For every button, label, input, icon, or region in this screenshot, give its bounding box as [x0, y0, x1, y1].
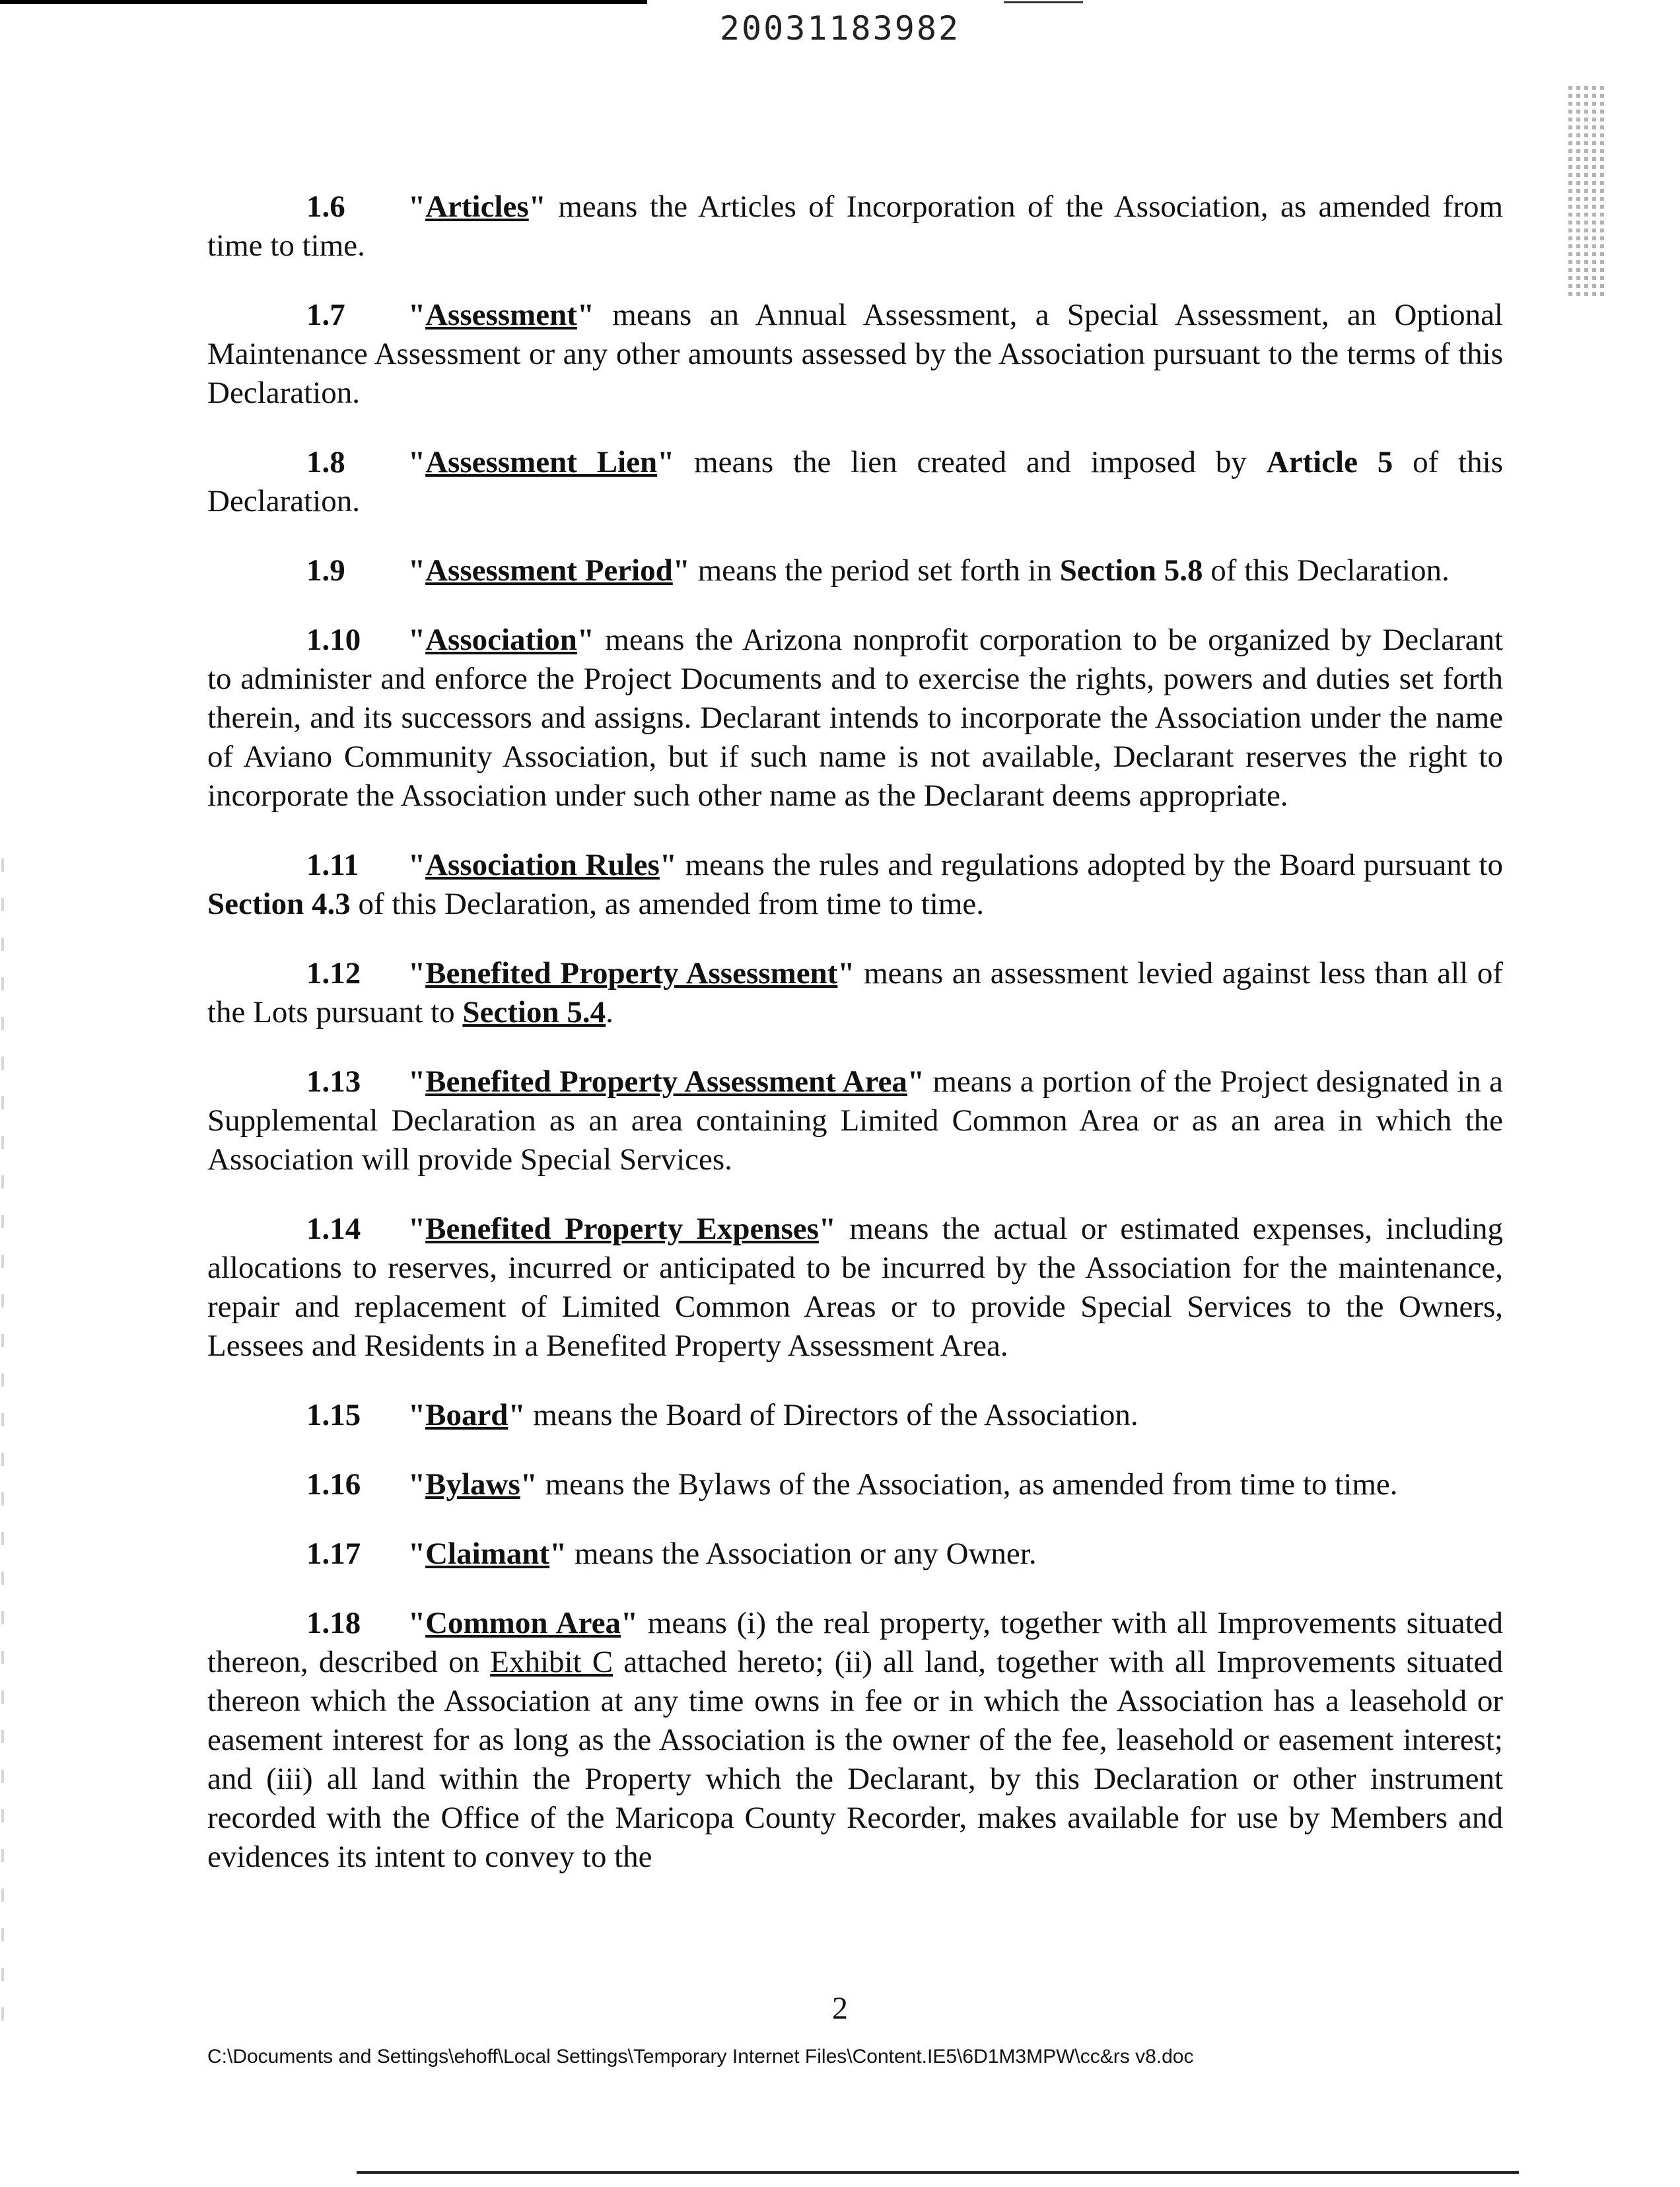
defined-term: "Board" [408, 1398, 526, 1432]
definition-text: of this Declaration. [1203, 553, 1450, 588]
defined-term: "Assessment Lien" [408, 445, 675, 479]
section-number: 1.16 [306, 1467, 361, 1502]
scan-bottom-rule [357, 2171, 1519, 2174]
definition-text: means the Arizona nonprofit corporation to be organized by Declarant to administer and enforce the Project Documents and to exercise the rights, powers and duties set forth therein, and its successors and assigns. Declarant intends to incorporate the Association under the name of Aviano Community Association, but if such name is not available, Declarant reserves the right to incorporate the Association under such other name as the Declarant deems appropriate. [207, 623, 1503, 813]
section-number: 1.10 [306, 623, 361, 657]
definition-1-12 [207, 954, 1503, 1032]
scan-top-rule-fragment [1004, 1, 1083, 3]
defined-term: "Benefited Property Assessment Area" [408, 1064, 925, 1099]
definition-1-8 [207, 443, 1503, 521]
section-number: 1.13 [306, 1064, 361, 1099]
defined-term: "Assessment" [408, 298, 594, 332]
definition-text: means the Bylaws of the Association, as amended from time to time. [537, 1467, 1398, 1502]
definition-text: means a portion of the Project designated in a Supplemental Declaration as an area containing Limited Common Area or as an area in which the Association will provide Special Services. [207, 1064, 1503, 1177]
document-body [207, 188, 1503, 1907]
footer-file-path: C:\Documents and Settings\ehoff\Local Settings\Temporary Internet Files\Content.IE5\6D1M3MPW\cc&rs v8.doc [207, 2046, 1194, 2067]
recording-number: 20031183982 [719, 9, 961, 48]
definition-text: means the Association or any Owner. [567, 1537, 1037, 1571]
definition-text: means the rules and regulations adopted by the Board pursuant to [676, 848, 1503, 882]
definition-1-9 [207, 551, 1503, 590]
section-reference: Section 5.4 [462, 995, 606, 1029]
article-reference: Article 5 [1266, 445, 1393, 479]
exhibit-reference: Exhibit C [490, 1645, 613, 1679]
section-reference: Section 5.8 [1059, 553, 1203, 588]
definition-text: means the Board of Directors of the Association. [525, 1398, 1138, 1432]
definition-1-14 [207, 1210, 1503, 1366]
definition-text: of this Declaration, as amended from time to time. [350, 887, 985, 921]
definition-1-13 [207, 1062, 1503, 1179]
defined-term: "Association" [408, 623, 594, 657]
definition-1-7 [207, 296, 1503, 413]
definition-1-16 [207, 1465, 1503, 1504]
scan-top-rule [0, 0, 647, 4]
definition-text: means the period set forth in [689, 553, 1060, 588]
defined-term: "Claimant" [408, 1537, 567, 1571]
definition-text: means an assessment levied against less than all of the Lots pursuant to [207, 956, 1503, 1029]
section-number: 1.7 [306, 298, 345, 332]
definition-text: means (i) the real property, together with all Improvements situated thereon, described on [207, 1606, 1503, 1679]
definition-1-15 [207, 1396, 1503, 1435]
definition-text: means the actual or estimated expenses, including allocations to reserves, incurred or anticipated to be incurred by the Association for the maintenance, repair and replacement of Limited Common Areas or to provide Special Services to the Owners, Lessees and Residents in a Benefited Property Assessment Area. [207, 1212, 1503, 1363]
definition-1-18 [207, 1604, 1503, 1877]
defined-term: "Articles" [408, 190, 546, 224]
definition-text: means the Articles of Incorporation of the Association, as amended from time to time. [207, 190, 1503, 263]
definition-text: means an Annual Assessment, a Special Assessment, an Optional Maintenance Assessment or any other amounts assessed by the Association pursuant to the terms of this Declaration. [207, 298, 1503, 410]
definition-1-11 [207, 846, 1503, 924]
section-number: 1.9 [306, 553, 345, 588]
section-number: 1.18 [306, 1606, 361, 1640]
defined-term: "Assessment Period" [408, 553, 690, 588]
defined-term: "Common Area" [408, 1606, 639, 1640]
definition-1-6 [207, 188, 1503, 265]
page-number: 2 [832, 1991, 848, 2026]
scan-edge-marks [1, 858, 4, 2047]
section-number: 1.17 [306, 1537, 361, 1571]
defined-term: "Benefited Property Expenses" [408, 1212, 837, 1246]
section-number: 1.12 [306, 956, 361, 990]
definition-text: of this Declaration. [207, 445, 1504, 518]
section-number: 1.15 [306, 1398, 361, 1432]
section-reference: Section 4.3 [207, 887, 351, 921]
definition-text: means the lien created and imposed by [674, 445, 1267, 479]
definition-1-17 [207, 1535, 1503, 1574]
section-number: 1.14 [306, 1212, 361, 1246]
section-number: 1.8 [306, 445, 345, 479]
section-number: 1.11 [306, 848, 359, 882]
defined-term: "Bylaws" [408, 1467, 538, 1502]
definition-text: attached hereto; (ii) all land, together with all Improvements situated thereon which the Association at any time owns in fee or in which the Association has a leasehold or easement interest for as long as the Association is the owner of the fee, leasehold or easement interest; and (iii) all land within the Property which the Declarant, by this Declaration or other instrument recorded with the Office of the Maricopa County Recorder, makes available for use by Members and evidences its intent to convey to the [207, 1645, 1503, 1874]
defined-term: "Association Rules" [408, 848, 677, 882]
defined-term: "Benefited Property Assessment" [408, 956, 855, 990]
definition-1-10 [207, 621, 1503, 816]
side-stamp-mark [1553, 86, 1619, 297]
definition-text: . [606, 995, 613, 1029]
section-number: 1.6 [306, 190, 345, 224]
